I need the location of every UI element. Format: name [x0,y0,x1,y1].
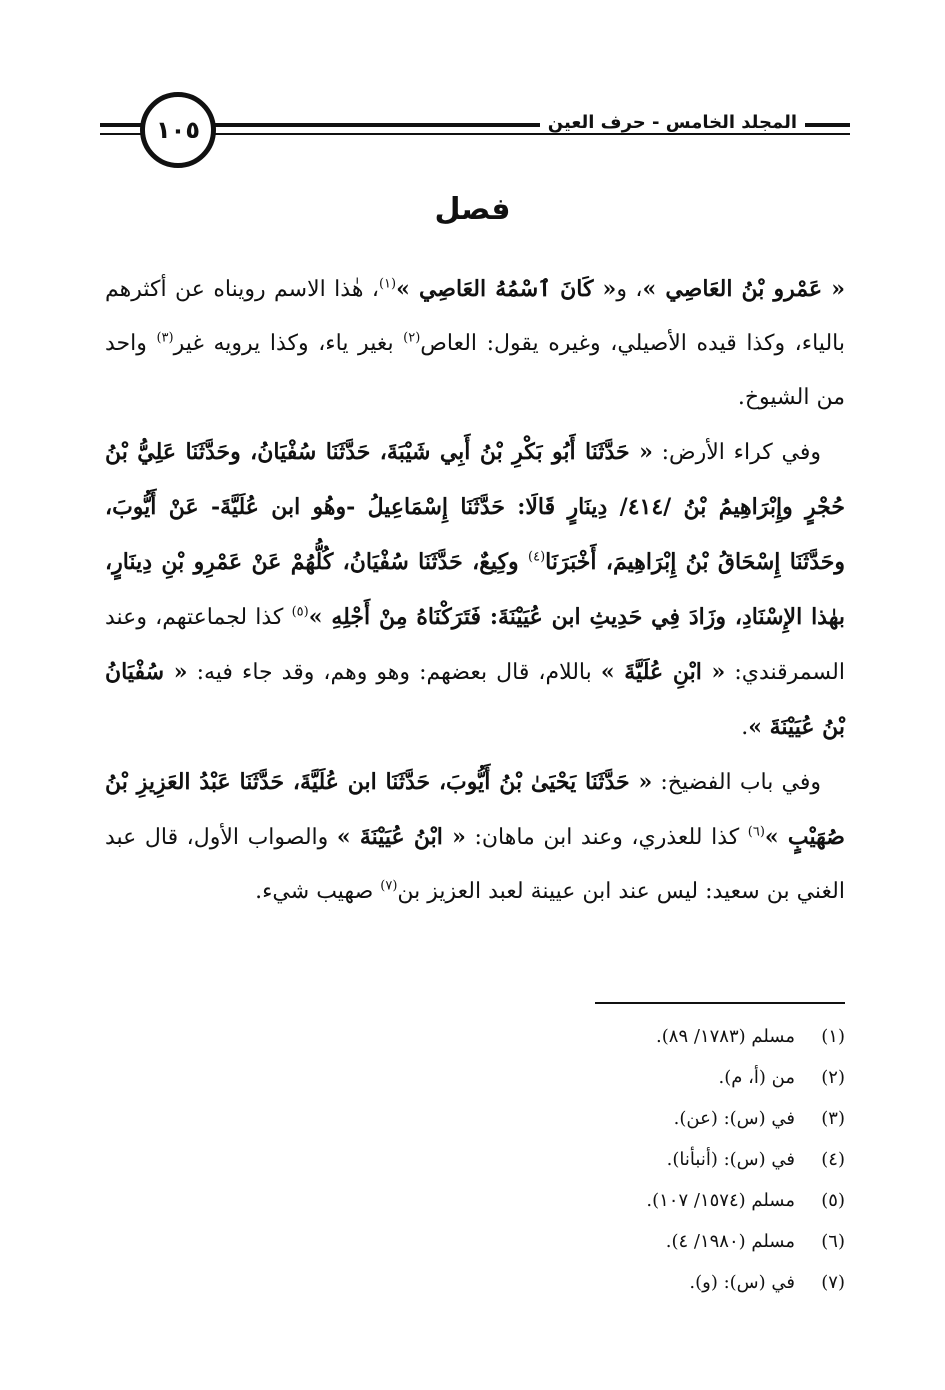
quote: « حَدَّثَنَا يَحْيَىٰ بْنُ أَيُّوبَ، حَدَّثَنَا ابن عُلَيَّةَ، حَدَّثَنَا عَبْدُ العَزِيزِ بْنُ صُهَيْبٍ » [105,769,845,850]
text: باللام، قال بعضهم: وهو وهم، وقد جاء فيه: [187,660,601,685]
footnote [345,1186,845,1227]
page-header [100,92,850,172]
footnote-number: (٤) [821,1149,845,1170]
text: . [741,715,749,740]
footnote-number: (٢) [821,1067,845,1088]
quote: « كَانَ ٱسْمُهُ العَاصِي » [396,276,617,302]
text: واحد من الشيوخ. [105,331,845,410]
footnote-text: مسلم (١٩٨٠/ ٤). [665,1231,795,1252]
quote: « ابْنُ عُيَيْنَةَ » [336,824,466,850]
footnotes [345,1022,845,1309]
footnote-number: (٥) [821,1190,845,1211]
paragraph-1 [105,262,845,425]
footnote [345,1063,845,1104]
text: صهيب شيء. [255,879,381,904]
footnote-separator [595,1002,845,1004]
paragraph-3 [105,755,845,919]
footnote [345,1104,845,1145]
footnote-text: في (س): (عن). [673,1108,795,1129]
quote: « عَمْرو بْنُ العَاصِي » [642,276,845,302]
text: والصواب الأول، قال عبد الغني بن سعيد: ليس عند ابن عيينة لعبد العزيز بن [105,825,845,904]
section-title: فصل [434,192,511,227]
footnote-number: (٧) [821,1272,845,1293]
footnote [345,1145,845,1186]
footnote-ref: (٦) [747,824,765,840]
footnote-text: من (أ، م). [718,1067,795,1088]
footnote [345,1268,845,1309]
text: كذا لجماعتهم، وعند السمرقندي: [105,605,845,685]
text: بغير ياء، وكذا يرويه غير [173,331,404,356]
footnote-ref: (٥) [291,604,309,620]
footnote-ref: (١) [378,276,397,292]
text: وفي كراء الأرض: [652,440,821,465]
quote: « حَدَّثَنَا أَبُو بَكْرِ بْنُ أَبِي شَيْبَةَ، حَدَّثَنَا سُفْيَانُ، وحَدَّثَنَا عَلِيُّ بْنُ حُجْرٍ وإِبْرَاهِيمُ بْنُ /٤١٤/ دِينَارٍ قَالَا: حَدَّثَنَا إِسْمَاعِيلُ -وهُو ابن عُلَيَّةَ- عَنْ أَيُّوبَ، وحَدَّثَنَا إِسْحَاقُ بْنُ إِبْرَاهِيمَ، أَخْبَرَنَا [105,439,845,575]
running-head: المجلد الخامس - حرف العين [540,112,805,133]
quote: وكِيعٌ، حَدَّثَنَا سُفْيَانُ، كُلُّهُمْ عَنْ عَمْرِو بْنِ دِينَارٍ، بهٰذا الإِسْنَادِ، وزَادَ فِي حَدِيثِ ابن عُيَيْنَةَ: فَتَرَكْنَاهُ مِنْ أَجْلِهِ » [105,549,845,630]
footnote-text: في (س): (أنبأنا). [666,1149,795,1170]
text: ، هٰذا الاسم رويناه عن أكثرهم بالياء، وكذا قيده الأصيلي، وغيره يقول: العاص [105,277,845,356]
footnote-ref: (٤) [528,549,546,565]
footnote [345,1227,845,1268]
quote: « سُفْيَانُ بْنُ عُيَيْنَةَ » [105,659,845,740]
footnote-ref: (٧) [380,878,398,894]
text: كذا للعذري، وعند ابن ماهان: [465,825,748,850]
text: ، و [616,277,643,302]
text: وفي باب الفضيخ: [652,770,821,795]
footnote-text: مسلم (١٧٨٣/ ٨٩). [656,1026,795,1047]
quote: « ابْنِ عُلَيَّةَ » [600,659,726,685]
footnote-text: مسلم (١٥٧٤/ ١٠٧). [646,1190,795,1211]
page-number: ١٠٥ [140,92,216,168]
footnote-text: في (س): (و). [689,1272,795,1293]
footnote [345,1022,845,1063]
footnote-ref: (٢) [403,330,421,346]
footnote-number: (٦) [821,1231,845,1252]
footnote-number: (١) [821,1026,845,1047]
footnote-number: (٣) [821,1108,845,1129]
main-text [105,262,845,919]
footnote-ref: (٣) [156,330,174,346]
paragraph-2 [105,425,845,755]
